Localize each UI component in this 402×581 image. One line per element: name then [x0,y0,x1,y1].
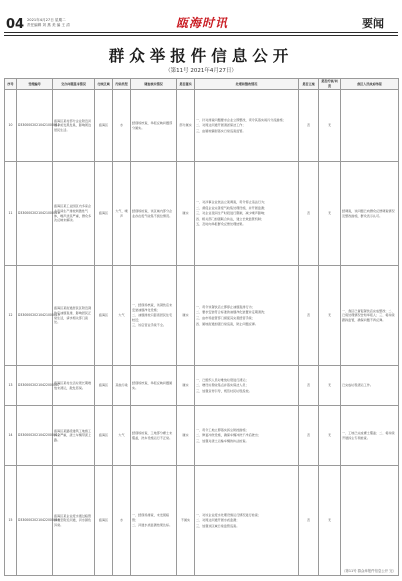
cell-case: 否 [299,266,319,366]
cell-case: 否 [299,466,319,576]
cell-investigation-line: 一、经现场核查，该餐饮店未安装油烟净化设施； [132,303,173,312]
header-rule-thin [4,35,398,36]
cell-handling [195,366,299,406]
cell-number: 14 [5,406,17,466]
column-header: 处理和整改情况 [195,79,299,90]
cell-code: D33000020210421000019 [17,266,53,366]
column-header: 污染类型 [113,79,131,90]
section-label: 要闻 [362,17,384,30]
cell-investigation-line: 三、该店营业手续不全。 [132,323,167,328]
cell-issue-line: 瓯海区某工业园区内多家企业夜间生产排放刺激性气体，噪声扰民严重，群众多次反映未解决。 [54,204,92,223]
cell-region: 瓯海区 [95,162,113,266]
cell-accountability: 无 [319,466,341,576]
page-number: 04 [6,17,25,32]
cell-handling [195,266,299,366]
cell-code: D33000020210421000016 [17,162,53,266]
column-header: 行政区域 [95,79,113,90]
cell-handling-line: 四、相关部门加强联合执法，建立长效监管机制； [196,216,265,221]
cell-investigation [131,406,177,466]
cell-issue [53,266,95,366]
cell-handling [195,406,299,466]
cell-handling-line: 三、由属地镇街落实日常巡查监管。 [196,128,246,133]
cell-investigation [131,90,177,162]
cell-accountability: 无 [319,366,341,406]
cell-number: 15 [5,466,17,576]
meta-line: 责任编辑 刘 燕 美 编 王 清 [27,23,70,27]
report-table [4,78,399,576]
column-header: 是否属实 [177,79,195,90]
meta-line: 2021年4月27日 星期二 [27,18,66,22]
cell-issue [53,366,95,406]
cell-handling-line: 四、属地街道加强日常巡查，防止问题反弹。 [196,321,258,326]
cell-handling-line: 二、修复冲洗设施，确保车辆冲洗干净后驶出； [196,433,261,438]
cell-investigation [131,366,177,406]
cell-handling-line: 一、对该企业废水处理设施运行情况进行检查； [196,512,261,517]
cell-region: 瓯海区 [95,90,113,162]
cell-handling-line: 二、对周边河道开展清淤保洁工作； [196,123,246,128]
cell-issue-line: 瓯海区某街道居民区附近餐饮店油烟直排，影响居民正常生活，请求相关部门查处。 [54,306,92,325]
page-header [0,0,402,38]
cell-issue-line: 瓯海区某路段建筑工地施工扬尘严重，渣土车辆带泥上路。 [54,428,92,442]
column-header: 是否立案 [299,79,319,90]
cell-handling-line: 一、责令工地立即落实扬尘防控措施； [196,427,249,432]
cell-region: 瓯海区 [95,406,113,466]
cell-investigation-line: 二、河道水质监测结果达标。 [132,523,173,528]
cell-type: 大气 [113,406,131,466]
cell-issue [53,466,95,576]
cell-handling [195,466,299,576]
cell-handling-line: 三、由市场监管部门督促其完善经营手续； [196,316,255,320]
cell-issue [53,406,95,466]
cell-verified: 属实 [177,266,195,366]
cell-investigation [131,266,177,366]
column-header: 序号 [5,79,17,90]
column-header: 我区人民政府举报 [341,79,399,90]
cell-investigation [131,466,177,576]
cell-investigation-line: 二、油烟排放口距离居民住宅较近； [132,313,173,322]
table-body [5,90,399,576]
cell-case: 否 [299,406,319,466]
cell-handling-line: 五、及时向举报群众反馈处理结果。 [196,222,246,227]
column-header: 调查核实情况 [131,79,177,90]
table-row [5,406,399,466]
cell-issue-line: 瓯海区某村生活垃圾长期堆放未清运，散发恶臭。 [54,380,92,390]
cell-handling-line: 一、已组织人员对堆放垃圾进行清运； [196,377,249,382]
table-row [5,162,399,266]
cell-case: 否 [299,162,319,266]
cell-issue-line: 瓯海区某企业废水通过暗管排放至附近河道，河水颜色异常。 [54,513,92,527]
cell-region: 瓯海区 [95,366,113,406]
cell-handling-line: 三、加强该区域日常监管巡查。 [196,523,240,528]
cell-issue-line: 瓯海区某村部分企业附近河道水质发黑发臭，影响周边居民生活。 [54,118,92,132]
cell-type: 水 [113,466,131,576]
table-row [5,266,399,366]
cell-number: 13 [5,366,17,406]
cell-handling-line: 三、对企业夜间生产时段进行限制，减少噪声影响； [196,211,268,216]
cell-handling-line: 二、要求安装符合标准的油烟净化装置并定期清洗； [196,310,268,315]
page-subtitle: （第11号 2021年4月27日） [165,68,237,74]
cell-issue [53,90,95,162]
cell-handling-line: 二、对周边河道开展水质监测； [196,518,240,523]
cell-verified: 属实 [177,366,195,406]
page-meta [27,18,70,28]
table-row [5,366,399,406]
cell-investigation-line: 一、经现场排查，未发现暗管； [132,513,170,522]
cell-number: 12 [5,266,17,366]
cell-handling-line: 一、针对排查问题要求企业立即整改，责令其落实雨污分流措施； [196,117,286,122]
cell-accountability: 无 [319,162,341,266]
cell-case: 否 [299,366,319,406]
cell-public: 一、工地已完成裸土覆盖；二、将持续开展扬尘专项检查。 [341,406,399,466]
cell-accountability: 无 [319,90,341,162]
cell-accountability: 无 [319,266,341,366]
cell-handling-line: 三、加强对渣土运输车辆的执法检查。 [196,438,249,443]
cell-investigation-line: 经现场核查，举报反映问题部分属实。 [132,120,173,130]
cell-investigation-line: 经现场检查，该区域内部分企业存在废气收集不到位情况。 [132,208,173,218]
masthead-logo: 瓯海时讯 [176,16,229,30]
cell-code: D33000020210422000007 [17,366,53,406]
table-header-row [5,79,399,90]
cell-type: 大气、噪声 [113,162,131,266]
cell-region: 瓯海区 [95,266,113,366]
cell-number: 10 [5,90,17,162]
cell-code: D33000020210421000012 [17,90,53,162]
cell-handling [195,162,299,266]
column-header: 交办问题基本情况 [53,79,95,90]
cell-verified: 不属实 [177,466,195,576]
cell-handling-line: 二、增设垃圾收集点并落实保洁人员； [196,383,249,388]
table-row [5,90,399,162]
cell-code: D33000020210422000012 [17,406,53,466]
column-header: 受理编号 [17,79,53,90]
cell-public: 经调查，该问题已向群众反馈调查情况及整改措施，群众表示认可。 [341,162,399,266]
cell-type: 水 [113,90,131,162]
cell-type: 大气 [113,266,131,366]
cell-number: 11 [5,162,17,266]
cell-handling-line: 一、对涉事企业依法立案调查，责令停止违法行为； [196,200,268,205]
header-rule [4,32,398,33]
cell-handling-line: 二、督促企业完善废气收集处理设施，并开展监测； [196,205,268,210]
footer-note: （第11号 群众举报件信息公开 完） [342,569,396,573]
cell-case: 否 [299,90,319,162]
cell-handling-line: 一、责令该餐饮店立即停止油烟直排行为； [196,304,255,309]
cell-type: 其他污染 [113,366,131,406]
cell-verified: 部分属实 [177,90,195,162]
table-row [5,466,399,576]
cell-investigation [131,162,177,266]
cell-handling [195,90,299,162]
cell-public [341,466,399,576]
cell-public: 已完成垃圾清运工作。 [341,366,399,406]
cell-handling-line: 三、加强宣传引导，规范村民垃圾投放。 [196,388,252,393]
cell-verified: 属实 [177,406,195,466]
cell-investigation-line: 经现场检查，工地部分裸土未覆盖，洗车设施运行不正常。 [132,430,173,440]
page-title: 群众举报件信息公开 [108,46,294,65]
cell-issue [53,162,95,266]
column-header: 是否约谈/问责 [319,79,341,90]
cell-region: 瓯海区 [95,466,113,576]
cell-accountability: 无 [319,406,341,466]
cell-public [341,90,399,162]
cell-public: 一、我区已督促餐饮店完成整改；二、已将处理情况告知举报人；三、将持续跟踪监管，确保问题不再反弹。 [341,266,399,366]
cell-investigation-line: 经现场核查，举报反映问题属实。 [132,380,173,390]
cell-verified: 属实 [177,162,195,266]
cell-code: D33000020210422000018 [17,466,53,576]
